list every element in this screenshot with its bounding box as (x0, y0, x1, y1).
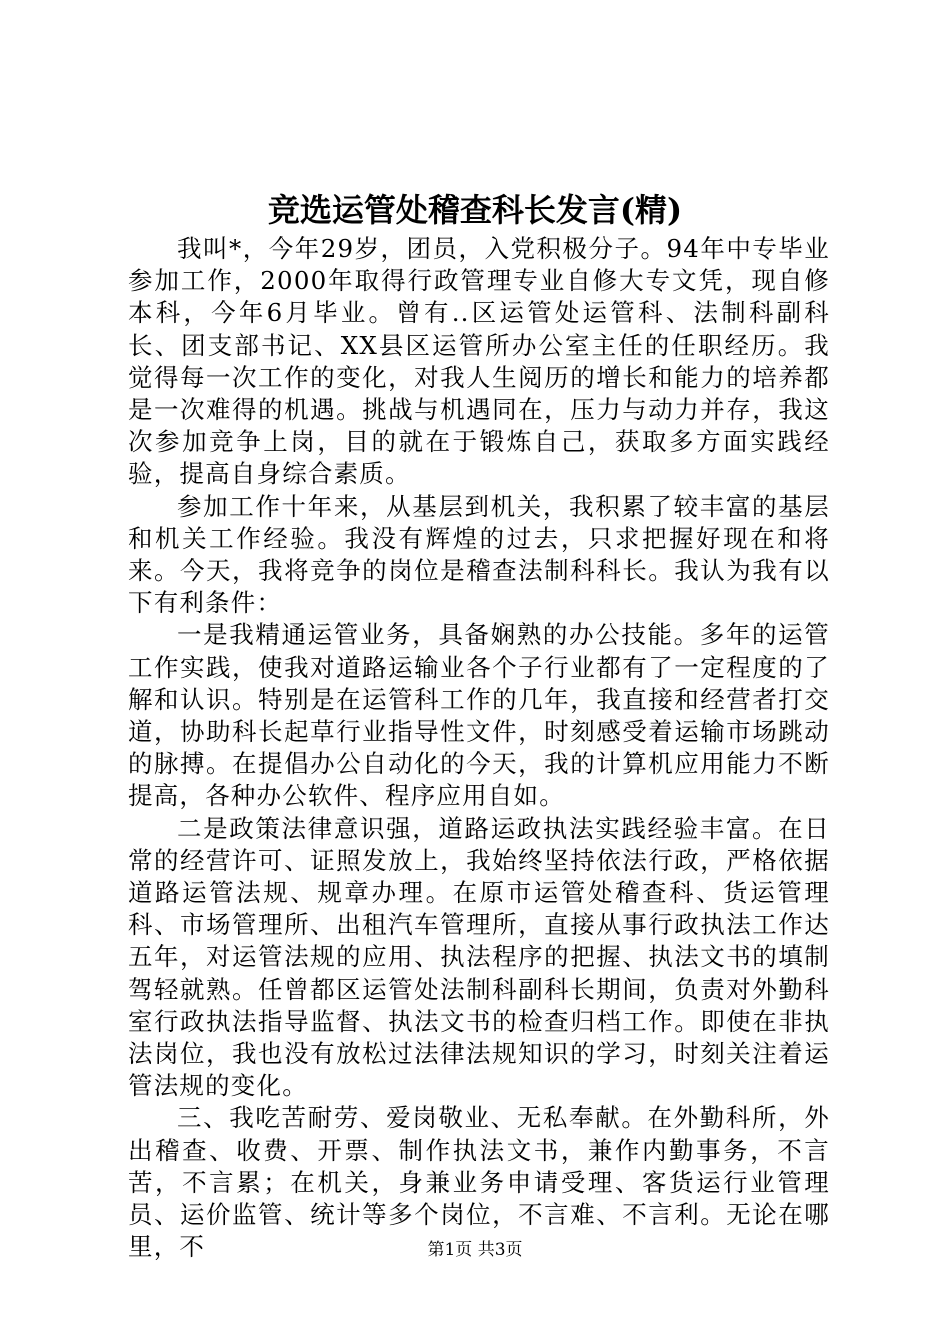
document-title: 竞选运管处稽查科长发言(精) (267, 191, 683, 229)
page-number-footer: 第1页 共3页 (427, 1240, 523, 1260)
paragraph: 二是政策法律意识强，道路运政执法实践经验丰富。在日常的经营许可、证照发放上，我始终坚持依法行政，严格依据道路运管法规、规章办理。在原市运管处稽查科、货运管理科、市场管理所、出租汽车管理所，直接从事行政执法工作达五年，对运管法规的应用、执法程序的把握、执法文书的填制驾轻就熟。任曾都区运管处法制科副科长期间，负责对外勤科室行政执法指导监督、执法文书的检查归档工作。即使在非执法岗位，我也没有放松过法律法规知识的学习，时刻关注着运管法规的变化。 (128, 813, 830, 1101)
document-body (128, 233, 830, 1264)
paragraph: 三、我吃苦耐劳、爱岗敬业、无私奉献。在外勤科所，外出稽查、收费、开票、制作执法文书，兼作内勤事务，不言苦，不言累；在机关，身兼业务申请受理、客货运行业管理员、运价监管、统计等多个岗位，不言难、不言利。无论在哪里，不 (128, 1103, 830, 1262)
paragraph: 一是我精通运管业务，具备娴熟的办公技能。多年的运管工作实践，使我对道路运输业各个子行业都有了一定程度的了解和认识。特别是在运管科工作的几年，我直接和经营者打交道，协助科长起草行业指导性文件，时刻感受着运输市场跳动的脉搏。在提倡办公自动化的今天，我的计算机应用能力不断提高，各种办公软件、程序应用自如。 (128, 620, 830, 811)
paragraph: 我叫*，今年29岁，团员，入党积极分子。94年中专毕业参加工作，2000年取得行政管理专业自修大专文凭，现自修本科，今年6月毕业。曾有..区运管处运管科、法制科副科长、团支部书记、XX县区运管所办公室主任的任职经历。我觉得每一次工作的变化，对我人生阅历的增长和能力的培养都是一次难得的机遇。挑战与机遇同在，压力与动力并存，我这次参加竞争上岗，目的就在于锻炼自己，获取多方面实践经验，提高自身综合素质。 (128, 234, 830, 489)
paragraph: 参加工作十年来，从基层到机关，我积累了较丰富的基层和机关工作经验。我没有辉煌的过去，只求把握好现在和将来。今天，我将竞争的岗位是稽查法制科科长。我认为我有以下有利条件： (128, 491, 830, 618)
